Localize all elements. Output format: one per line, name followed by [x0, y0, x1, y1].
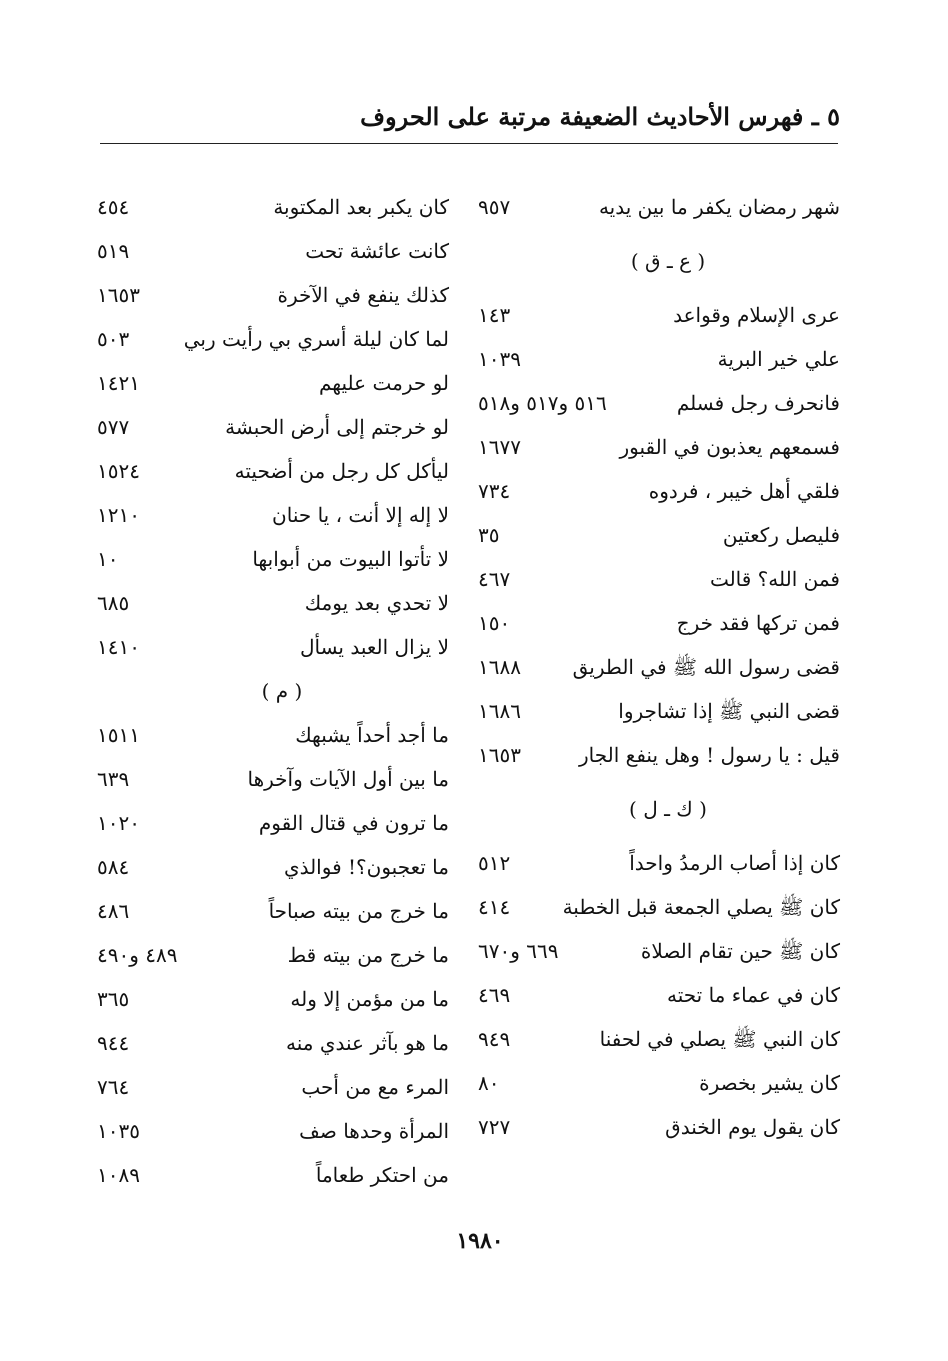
section-letters: ( ك ـ ل ) [629, 797, 707, 821]
index-entry [478, 1061, 840, 1105]
section-heading [478, 229, 840, 293]
hadith-number: ١٠٣٥ [97, 1119, 140, 1143]
index-entry [478, 1017, 840, 1061]
hadith-incipit: فليصل ركعتين [722, 523, 840, 547]
hadith-number: ١٠٣٩ [478, 347, 521, 371]
index-entry [478, 185, 840, 229]
index-entry [97, 1109, 449, 1153]
hadith-number: ٤١٤ [478, 895, 511, 919]
index-entry [478, 293, 840, 337]
index-entry [97, 1153, 449, 1197]
hadith-number: ٦٨٥ [97, 591, 130, 615]
hadith-number: ٩٥٧ [478, 195, 511, 219]
hadith-incipit: كان النبي ﷺ يصلي في لحفنا [599, 1027, 840, 1051]
hadith-number: ٤٥٤ [97, 195, 130, 219]
hadith-number: ٧٦٤ [97, 1075, 130, 1099]
hadith-incipit: فمن الله؟ قالت [709, 567, 840, 591]
index-entry [478, 1105, 840, 1149]
hadith-number: ٤٨٩ و٤٩٠ [97, 943, 178, 967]
hadith-number: ١٦٨٨ [478, 655, 521, 679]
index-entry [97, 1021, 449, 1065]
hadith-number: ١٦٨٦ [478, 699, 521, 723]
index-entry [478, 929, 840, 973]
hadith-number: ٥١٩ [97, 239, 130, 263]
hadith-incipit: ليأكل كل رجل من أضحيته [234, 459, 449, 483]
index-entry [97, 317, 449, 361]
index-entry [97, 889, 449, 933]
index-column-right [478, 185, 840, 1149]
hadith-incipit: المرأة وحدها صف [299, 1119, 449, 1143]
index-entry [97, 1065, 449, 1109]
index-entry [478, 645, 840, 689]
index-entry [478, 733, 840, 777]
section-heading [478, 777, 840, 841]
hadith-number: ٦٦٩ و٦٧٠ [478, 939, 559, 963]
hadith-number: ٨٠ [478, 1071, 500, 1095]
index-entry [97, 185, 449, 229]
index-entry [478, 381, 840, 425]
hadith-number: ١٥٠ [478, 611, 511, 635]
index-entry [478, 513, 840, 557]
hadith-number: ٥٨٤ [97, 855, 130, 879]
section-letters: ( م ) [261, 679, 303, 703]
hadith-incipit: فمن تركها فقد خرج [676, 611, 840, 635]
hadith-incipit: ما تعجبون؟! فوالذي [283, 855, 449, 879]
hadith-incipit: قضى النبي ﷺ إذا تشاجروا [618, 699, 840, 723]
index-entry [478, 557, 840, 601]
index-entry [97, 493, 449, 537]
hadith-number: ٤٦٧ [478, 567, 511, 591]
index-entry [97, 625, 449, 669]
hadith-incipit: كان في عماء ما تحته [667, 983, 840, 1007]
index-entry [478, 689, 840, 733]
section-letters: ( ع ـ ق ) [630, 249, 706, 273]
hadith-incipit: ما خرج من بيته صباحاً [268, 899, 449, 923]
page-header-title: ٥ ـ فهرس الأحاديث الضعيفة مرتبة على الحروف [360, 102, 840, 131]
hadith-number: ٤٦٩ [478, 983, 511, 1007]
hadith-incipit: فسمعهم يعذبون في القبور [619, 435, 840, 459]
hadith-number: ٩٤٤ [97, 1031, 130, 1055]
index-entry [97, 933, 449, 977]
hadith-number: ١٠ [97, 547, 119, 571]
header-divider [100, 143, 838, 144]
index-entry [97, 581, 449, 625]
hadith-number: ٥١٢ [478, 851, 511, 875]
hadith-incipit: المرء مع من أحب [301, 1075, 449, 1099]
hadith-incipit: لا تأتوا البيوت من أبوابها [252, 547, 449, 571]
index-entry [97, 713, 449, 757]
hadith-incipit: كانت عائشة تحت [305, 239, 449, 263]
index-entry [97, 977, 449, 1021]
index-entry [97, 449, 449, 493]
hadith-incipit: ما من مؤمن إلا وله [290, 987, 449, 1011]
hadith-incipit: ما خرج من بيته قط [287, 943, 449, 967]
index-column-left [97, 185, 449, 1197]
hadith-number: ١٦٥٣ [478, 743, 521, 767]
hadith-number: ١٠٨٩ [97, 1163, 140, 1187]
index-entry [97, 801, 449, 845]
hadith-incipit: كذلك ينفع في الآخرة [277, 283, 449, 307]
index-entry [97, 845, 449, 889]
hadith-number: ١٦٧٧ [478, 435, 521, 459]
hadith-number: ٧٢٧ [478, 1115, 511, 1139]
hadith-number: ١٥١١ [97, 723, 140, 747]
hadith-incipit: ما بين أول الآيات وآخرها [247, 767, 449, 791]
hadith-incipit: كان يشير بخصرة [699, 1071, 840, 1095]
hadith-incipit: لا يزال العبد يسأل [299, 635, 449, 659]
hadith-incipit: كان إذا أصاب الرمدُ واحداً [629, 851, 840, 875]
page-number: ١٩٨٠ [456, 1228, 504, 1254]
index-entry [478, 425, 840, 469]
index-entry [97, 273, 449, 317]
hadith-incipit: عرى الإسلام وقواعد [673, 303, 840, 327]
hadith-number: ١٤٣ [478, 303, 511, 327]
hadith-number: ٥٠٣ [97, 327, 130, 351]
hadith-incipit: قضى رسول الله ﷺ في الطريق [572, 655, 840, 679]
index-entry [97, 537, 449, 581]
hadith-incipit: لما كان ليلة أسري بي رأيت ربي [183, 327, 449, 351]
index-entry [478, 337, 840, 381]
index-entry [97, 405, 449, 449]
hadith-number: ٣٥ [478, 523, 500, 547]
hadith-incipit: كان ﷺ حين تقام الصلاة [640, 939, 840, 963]
hadith-number: ٩٤٩ [478, 1027, 511, 1051]
index-entry [97, 229, 449, 273]
index-entry [478, 601, 840, 645]
hadith-number: ٧٣٤ [478, 479, 511, 503]
hadith-number: ١٤١٠ [97, 635, 140, 659]
hadith-number: ٤٨٦ [97, 899, 130, 923]
hadith-incipit: لا تحدي بعد يومك [304, 591, 449, 615]
index-entry [478, 841, 840, 885]
hadith-number: ٥١٦ و٥١٧ و٥١٨ [478, 391, 607, 415]
hadith-number: ١٥٢٤ [97, 459, 140, 483]
hadith-number: ١٦٥٣ [97, 283, 140, 307]
hadith-incipit: لو خرجتم إلى أرض الحبشة [225, 415, 449, 439]
hadith-incipit: كان ﷺ يصلي الجمعة قبل الخطبة [562, 895, 840, 919]
hadith-incipit: فانحرف رجل فسلم [676, 391, 840, 415]
hadith-incipit: ما هو بآثر عندي منه [286, 1031, 449, 1055]
hadith-incipit: كان يكبر بعد المكتوبة [273, 195, 449, 219]
hadith-incipit: كان يقول يوم الخندق [665, 1115, 840, 1139]
hadith-incipit: من احتكر طعاماً [315, 1163, 449, 1187]
hadith-incipit: شهر رمضان يكفر ما بين يديه [598, 195, 840, 219]
hadith-incipit: قيل : يا رسول ! وهل ينفع الجار [579, 743, 840, 767]
hadith-number: ٣٦٥ [97, 987, 130, 1011]
hadith-number: ٥٧٧ [97, 415, 130, 439]
hadith-incipit: لا إله إلا أنت ، يا حنان [272, 503, 449, 527]
index-entry [97, 361, 449, 405]
index-entry [478, 885, 840, 929]
hadith-incipit: علي خير البرية [717, 347, 840, 371]
hadith-number: ١٤٢١ [97, 371, 140, 395]
hadith-incipit: ما ترون في قتال القوم [258, 811, 449, 835]
hadith-number: ٦٣٩ [97, 767, 130, 791]
hadith-incipit: ما أجد أحداً يشبهك [295, 723, 449, 747]
hadith-number: ١٢١٠ [97, 503, 140, 527]
hadith-number: ١٠٢٠ [97, 811, 140, 835]
index-entry [478, 469, 840, 513]
section-heading [97, 669, 449, 713]
index-entry [478, 973, 840, 1017]
hadith-incipit: فلقي أهل خيبر ، فردوه [648, 479, 840, 503]
hadith-incipit: لو حرمت عليهم [318, 371, 449, 395]
index-entry [97, 757, 449, 801]
